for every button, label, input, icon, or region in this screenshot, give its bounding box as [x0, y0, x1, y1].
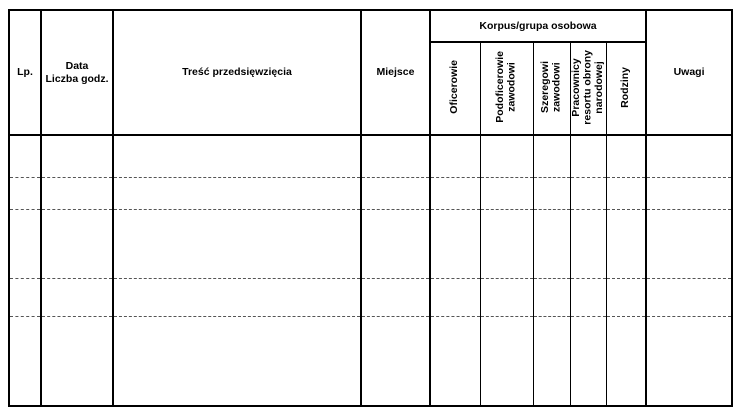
header-pracownicy: [570, 42, 606, 135]
table-cell[interactable]: [41, 177, 113, 209]
header-lp: Lp.: [9, 10, 41, 135]
table-row: [9, 209, 732, 278]
header-pracownicy-label: Pracownicy resortu obrony narodowej: [569, 49, 605, 125]
table-cell[interactable]: [9, 135, 41, 177]
table-cell[interactable]: [9, 177, 41, 209]
table-cell[interactable]: [646, 316, 732, 406]
header-rodziny-label: Rodziny: [619, 66, 631, 108]
header-rodziny: [606, 42, 646, 135]
table-cell[interactable]: [361, 209, 430, 278]
table-cell[interactable]: [570, 278, 606, 316]
table-cell[interactable]: [113, 135, 361, 177]
table-cell[interactable]: [41, 316, 113, 406]
header-miejsce: Miejsce: [361, 10, 430, 135]
table-cell[interactable]: [480, 316, 533, 406]
table-cell[interactable]: [9, 278, 41, 316]
table-cell[interactable]: [430, 209, 480, 278]
header-szeregowi-label: Szeregowi zawodowi: [538, 61, 563, 113]
table-cell[interactable]: [570, 135, 606, 177]
table-cell[interactable]: [113, 316, 361, 406]
header-oficerowie-label: Oficerowie: [448, 60, 461, 114]
header-szeregowi: [533, 42, 570, 135]
table-cell[interactable]: [606, 177, 646, 209]
table-cell[interactable]: [113, 278, 361, 316]
table-cell[interactable]: [570, 316, 606, 406]
table-row: [9, 135, 732, 177]
table-cell[interactable]: [533, 278, 570, 316]
table-cell[interactable]: [430, 135, 480, 177]
table-cell[interactable]: [533, 316, 570, 406]
table-cell[interactable]: [430, 177, 480, 209]
header-korpus-grupa-osobowa: Korpus/grupa osobowa: [430, 10, 646, 42]
table-cell[interactable]: [430, 278, 480, 316]
table-cell[interactable]: [113, 177, 361, 209]
header-oficerowie: [430, 42, 480, 135]
table-cell[interactable]: [9, 209, 41, 278]
header-tresc: Treść przedsięwzięcia: [113, 10, 361, 135]
table-cell[interactable]: [606, 135, 646, 177]
table-cell[interactable]: [646, 177, 732, 209]
table-cell[interactable]: [430, 316, 480, 406]
header-podoficerowie: [480, 42, 533, 135]
header-uwagi: Uwagi: [646, 10, 732, 135]
table-cell[interactable]: [113, 209, 361, 278]
table-row: [9, 316, 732, 406]
table-cell[interactable]: [646, 209, 732, 278]
table-cell[interactable]: [480, 209, 533, 278]
header-data-liczba-godz: Data Liczba godz.: [41, 10, 113, 135]
table-row: [9, 177, 732, 209]
table-cell[interactable]: [361, 316, 430, 406]
table-cell[interactable]: [480, 278, 533, 316]
table-body: [9, 135, 732, 406]
table-cell[interactable]: [361, 278, 430, 316]
table-cell[interactable]: [606, 278, 646, 316]
table-cell[interactable]: [41, 278, 113, 316]
table-cell[interactable]: [480, 135, 533, 177]
table-cell[interactable]: [480, 177, 533, 209]
table-cell[interactable]: [606, 209, 646, 278]
table-cell[interactable]: [570, 209, 606, 278]
table-cell[interactable]: [533, 135, 570, 177]
table-cell[interactable]: [9, 316, 41, 406]
table-row: [9, 278, 732, 316]
table-cell[interactable]: [41, 135, 113, 177]
table-cell[interactable]: [646, 278, 732, 316]
plan-table: [8, 9, 733, 407]
table-cell[interactable]: [570, 177, 606, 209]
plan-table-container: [8, 9, 731, 404]
table-cell[interactable]: [606, 316, 646, 406]
table-cell[interactable]: [361, 177, 430, 209]
table-cell[interactable]: [646, 135, 732, 177]
table-cell[interactable]: [41, 209, 113, 278]
table-cell[interactable]: [361, 135, 430, 177]
header-podoficerowie-label: Podoficerowie zawodowi: [493, 51, 518, 123]
table-cell[interactable]: [533, 209, 570, 278]
table-cell[interactable]: [533, 177, 570, 209]
